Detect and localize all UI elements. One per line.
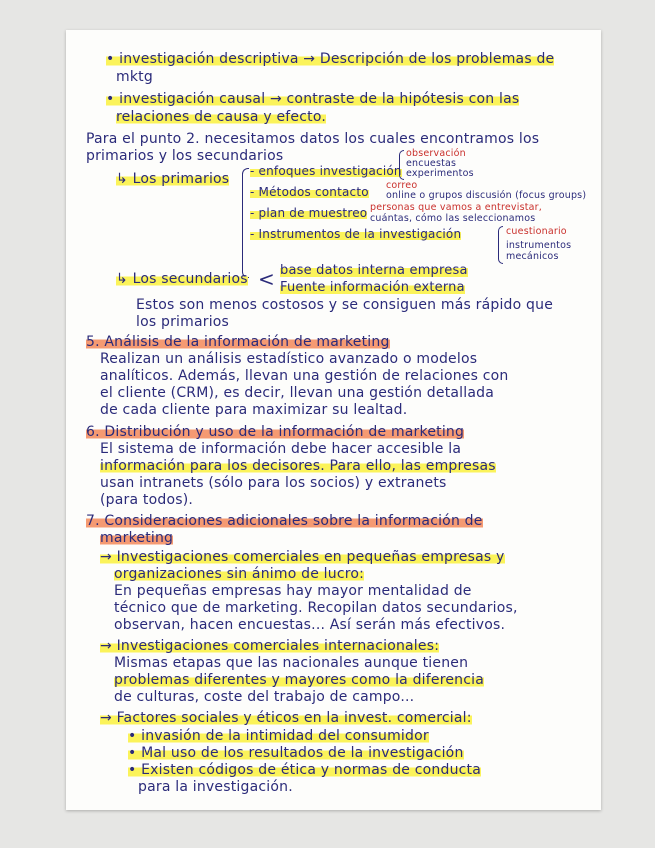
text-heading-7a: 7. Consideraciones adicionales sobre la información de xyxy=(86,513,483,529)
text-heading-7b: marketing xyxy=(100,530,174,546)
line-causal xyxy=(106,90,519,108)
text-costosos-a: Estos son menos costosos y se consiguen más rápido que xyxy=(136,297,554,313)
primarios-muestreo xyxy=(250,204,367,222)
text-instrumentos: - Instrumentos de la investigación xyxy=(250,227,462,241)
text-invasion: • invasión de la intimidad del consumidor xyxy=(128,728,429,744)
section5-line1: Realizan un análisis estadístico avanzado o modelos xyxy=(100,351,478,367)
heading-section-7a xyxy=(86,512,483,530)
primarios-instrumentos xyxy=(250,225,461,243)
line-causa-efecto xyxy=(116,108,326,126)
section6-line4: (para todos). xyxy=(100,492,194,508)
bullet-invasion xyxy=(128,727,429,745)
text-causa-efecto: relaciones de causa y efecto. xyxy=(116,109,326,125)
note-experimentos: experimentos xyxy=(406,168,474,179)
text-codigos: • Existen códigos de ética y normas de conducta xyxy=(128,762,482,778)
note-encuestas: encuestas xyxy=(406,158,457,169)
text-costosos-b: los primarios xyxy=(136,314,230,330)
text-interna: base datos interna empresa xyxy=(280,263,468,278)
brace-primarios xyxy=(242,168,249,278)
item-pequenas-b xyxy=(114,565,364,583)
note-online: online o grupos discusión (focus groups) xyxy=(386,190,587,201)
text-pequenas-b: organizaciones sin ánimo de lucro: xyxy=(114,566,365,582)
primarios-enfoques xyxy=(250,162,402,180)
item-pequenas-d: técnico que de marketing. Recopilan datos secundarios, xyxy=(114,600,518,616)
text-primarios: ↳ Los primarios xyxy=(116,171,230,187)
angle-bracket-icon: < xyxy=(258,267,275,291)
item-factores xyxy=(100,709,472,727)
note-correo: correo xyxy=(386,180,418,191)
item-pequenas-c: En pequeñas empresas hay mayor mentalidad de xyxy=(114,583,472,599)
text-causal: • investigación causal → contraste de la hipótesis con las xyxy=(106,91,520,107)
label-primarios xyxy=(116,170,229,188)
text-section6-line2: información para los decisores. Para ello, las empresas xyxy=(100,458,496,474)
text-externa: Fuente información externa xyxy=(280,280,465,295)
bullet-mal-uso xyxy=(128,744,464,762)
item-internacionales-d: de culturas, coste del trabajo de campo... xyxy=(114,689,415,705)
line-descriptiva xyxy=(106,50,554,68)
item-pequenas-e: observan, hacen encuestas... Así serán más efectivos. xyxy=(114,617,506,633)
text-descriptiva: • investigación descriptiva → Descripción de los problemas de xyxy=(106,51,555,67)
text-internacionales-a: → Investigaciones comerciales internacionales: xyxy=(100,638,440,654)
heading-section-7b xyxy=(100,529,173,547)
text-metodos: - Métodos contacto xyxy=(250,185,369,199)
text-heading-5: 5. Análisis de la información de marketing xyxy=(86,334,390,350)
section5-line3: el cliente (CRM), es decir, llevan una gestión detallada xyxy=(100,385,494,401)
item-internacionales-b: Mismas etapas que las nacionales aunque tienen xyxy=(114,655,469,671)
label-secundarios xyxy=(116,270,248,288)
brace-enfoques xyxy=(399,150,404,180)
section6-line2 xyxy=(100,457,496,475)
text-secundarios: ↳ Los secundarios xyxy=(116,271,248,287)
secundarios-interna xyxy=(280,262,468,280)
section5-line2: analíticos. Además, llevan una gestión de relaciones con xyxy=(100,368,509,384)
item-pequenas-a xyxy=(100,548,505,566)
text-pequenas-a: → Investigaciones comerciales en pequeñas empresas y xyxy=(100,549,505,565)
heading-section-5 xyxy=(86,333,390,351)
secundarios-externa xyxy=(280,279,465,297)
note-cuantas: cuántas, cómo las seleccionamos xyxy=(370,213,536,224)
note-personas: personas que vamos a entrevistar, xyxy=(370,202,543,213)
paragraph-punto2-b: primarios y los secundarios xyxy=(86,148,284,164)
text-factores: → Factores sociales y éticos en la invest. comercial: xyxy=(100,710,472,726)
notebook-page xyxy=(66,30,601,810)
section6-line1: El sistema de información debe hacer accesible la xyxy=(100,441,462,457)
text-heading-6: 6. Distribución y uso de la información de marketing xyxy=(86,424,465,440)
section5-line4: de cada cliente para maximizar su lealtad. xyxy=(100,402,408,418)
brace-instrumentos xyxy=(498,226,503,264)
section6-line3: usan intranets (sólo para los socios) y extranets xyxy=(100,475,447,491)
primarios-metodos xyxy=(250,183,369,201)
note-mecanicos: mecánicos xyxy=(506,251,559,262)
paragraph-punto2-a: Para el punto 2. necesitamos datos los cuales encontramos los xyxy=(86,131,540,147)
bullet-codigos-b: para la investigación. xyxy=(138,779,293,795)
text-mal-uso: • Mal uso de los resultados de la investigación xyxy=(128,745,464,761)
text-internacionales-c: problemas diferentes y mayores como la diferencia xyxy=(114,672,485,688)
line-mktg: mktg xyxy=(116,69,153,85)
text-muestreo: - plan de muestreo xyxy=(250,206,368,220)
heading-section-6 xyxy=(86,423,464,441)
text-enfoques: - enfoques investigación xyxy=(250,164,402,178)
item-internacionales-a xyxy=(100,637,439,655)
note-instrumentos: instrumentos xyxy=(506,240,572,251)
note-cuestionario: cuestionario xyxy=(506,226,567,237)
bullet-codigos xyxy=(128,761,481,779)
item-internacionales-c xyxy=(114,671,484,689)
note-observacion: observación xyxy=(406,148,466,159)
